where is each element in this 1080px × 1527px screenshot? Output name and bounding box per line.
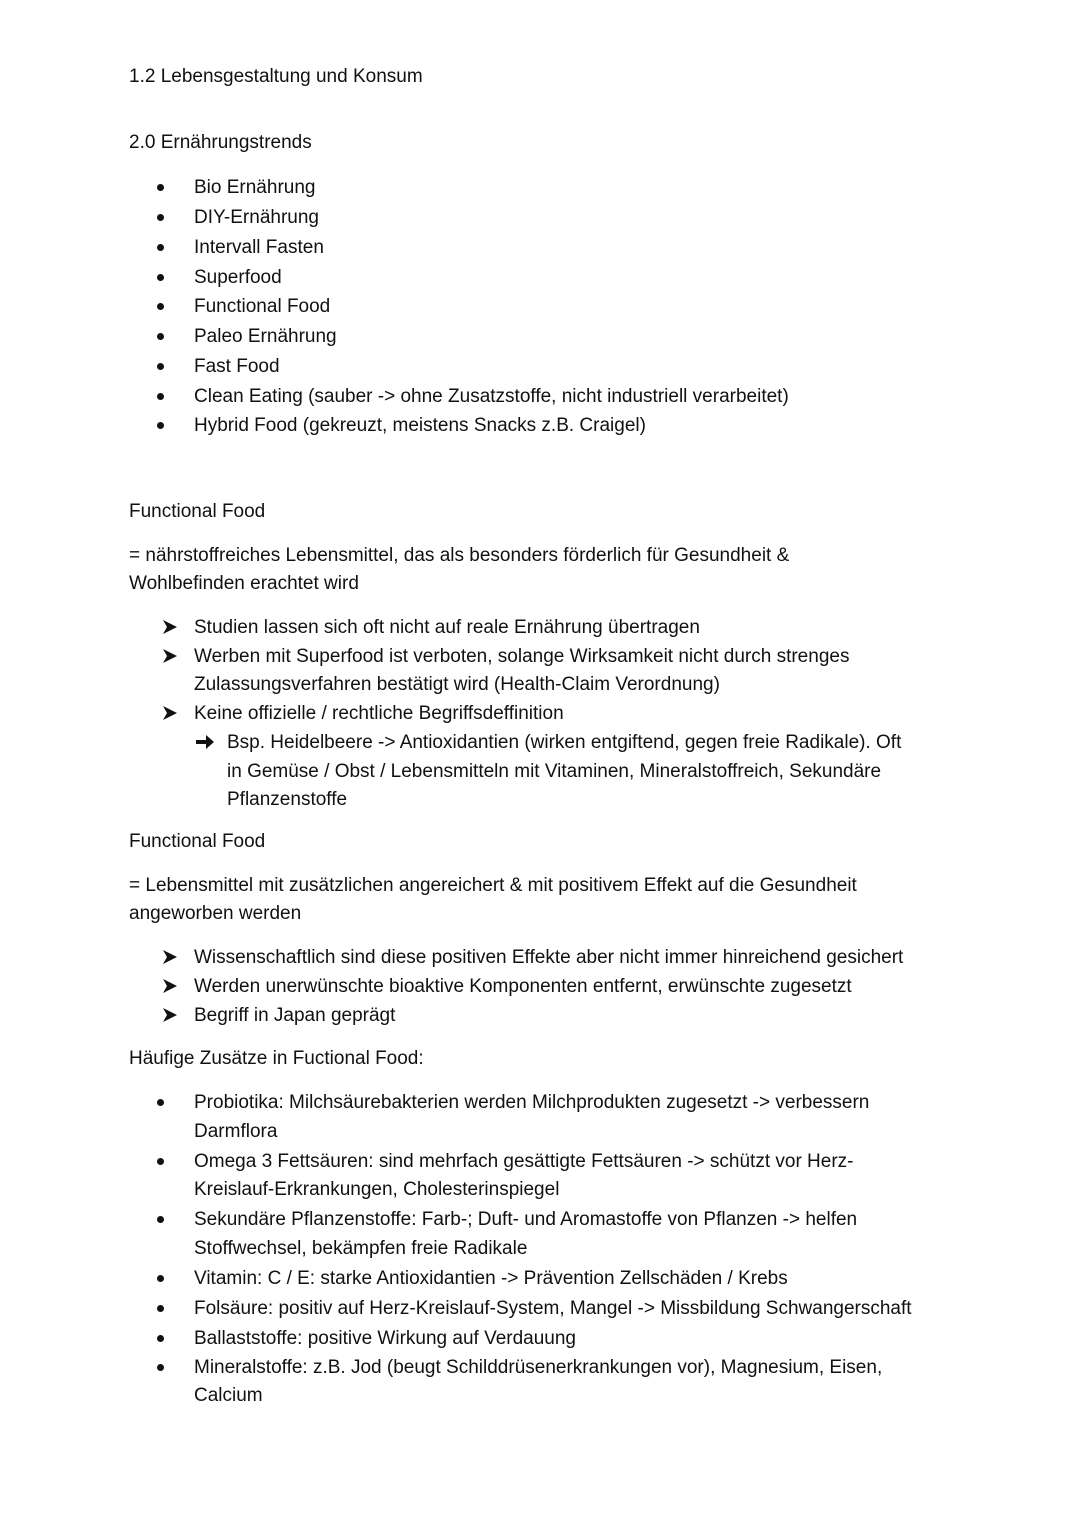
list-item: Functional Food — [194, 296, 331, 317]
list-item: Sekundäre Pflanzenstoffe: Farb-; Duft- und Aromastoffe von Pflanzen -> helfen — [194, 1209, 858, 1230]
bullet-dot-icon — [157, 1158, 164, 1165]
arrow-bullet-icon — [161, 1006, 179, 1024]
list-item: Bio Ernährung — [194, 177, 316, 198]
list-item: Probiotika: Milchsäurebakterien werden Milchprodukten zugesetzt -> verbessern — [194, 1092, 870, 1113]
list-item-continuation: Calcium — [194, 1385, 263, 1406]
list-item: Folsäure: positiv auf Herz-Kreislauf-System, Mangel -> Missbildung Schwangerschaft — [194, 1298, 912, 1319]
list-item-continuation: Kreislauf-Erkrankungen, Cholesterinspiegel — [194, 1179, 560, 1200]
list-item: Vitamin: C / E: starke Antioxidantien -> Prävention Zellschäden / Krebs — [194, 1268, 788, 1289]
arrow-bullet-icon — [161, 704, 179, 722]
bullet-dot-icon — [157, 1216, 164, 1223]
bullet-dot-icon — [157, 1305, 164, 1312]
arrow-bullet-icon — [161, 977, 179, 995]
list-item: Omega 3 Fettsäuren: sind mehrfach gesättigte Fettsäuren -> schützt vor Herz- — [194, 1151, 854, 1172]
arrow-bullet-icon — [161, 647, 179, 665]
right-arrow-icon — [195, 733, 215, 751]
example-line: Pflanzenstoffe — [227, 789, 348, 810]
list-item-continuation: Stoffwechsel, bekämpfen freie Radikale — [194, 1238, 528, 1259]
bullet-dot-icon — [157, 303, 164, 310]
list-item: Intervall Fasten — [194, 237, 324, 258]
list-item: Superfood — [194, 267, 282, 288]
bullet-dot-icon — [157, 393, 164, 400]
bullet-dot-icon — [157, 244, 164, 251]
bullet-dot-icon — [157, 214, 164, 221]
list-item: Mineralstoffe: z.B. Jod (beugt Schilddrüsenerkrankungen vor), Magnesium, Eisen, — [194, 1357, 883, 1378]
list-item: Hybrid Food (gekreuzt, meistens Snacks z.B. Craigel) — [194, 415, 646, 436]
bullet-dot-icon — [157, 1335, 164, 1342]
list-item: Clean Eating (sauber -> ohne Zusatzstoffe, nicht industriell verarbeitet) — [194, 386, 789, 407]
additives-title: Häufige Zusätze in Fuctional Food: — [129, 1048, 424, 1069]
section2-definition-line: = Lebensmittel mit zusätzlichen angereichert & mit positivem Effekt auf die Gesundheit — [129, 875, 857, 896]
list-item: Ballaststoffe: positive Wirkung auf Verdauung — [194, 1328, 576, 1349]
section1-definition-line: Wohlbefinden erachtet wird — [129, 573, 359, 594]
example-line: in Gemüse / Obst / Lebensmitteln mit Vitaminen, Mineralstoffreich, Sekundäre — [227, 761, 882, 782]
section1-title: Functional Food — [129, 501, 266, 522]
list-item: DIY-Ernährung — [194, 207, 319, 228]
section2-definition-line: angeworben werden — [129, 903, 302, 924]
bullet-dot-icon — [157, 422, 164, 429]
bullet-dot-icon — [157, 1275, 164, 1282]
section2-title: Functional Food — [129, 831, 266, 852]
list-item-continuation: Darmflora — [194, 1121, 278, 1142]
page-header: 1.2 Lebensgestaltung und Konsum — [129, 66, 423, 87]
list-item: Werben mit Superfood ist verboten, solange Wirksamkeit nicht durch strenges — [194, 646, 850, 667]
list-item: Begriff in Japan geprägt — [194, 1005, 396, 1026]
section1-definition-line: = nährstoffreiches Lebensmittel, das als besonders förderlich für Gesundheit & — [129, 545, 790, 566]
example-line: Bsp. Heidelbeere -> Antioxidantien (wirken entgiftend, gegen freie Radikale). Oft — [227, 732, 902, 753]
arrow-bullet-icon — [161, 618, 179, 636]
list-item-continuation: Zulassungsverfahren bestätigt wird (Health-Claim Verordnung) — [194, 674, 720, 695]
list-item: Wissenschaftlich sind diese positiven Effekte aber nicht immer hinreichend gesichert — [194, 947, 904, 968]
list-item: Studien lassen sich oft nicht auf reale Ernährung übertragen — [194, 617, 700, 638]
list-item: Keine offizielle / rechtliche Begriffsdeffinition — [194, 703, 564, 724]
list-item: Fast Food — [194, 356, 280, 377]
bullet-dot-icon — [157, 1364, 164, 1371]
trends-title: 2.0 Ernährungstrends — [129, 132, 312, 153]
bullet-dot-icon — [157, 333, 164, 340]
list-item: Paleo Ernährung — [194, 326, 337, 347]
bullet-dot-icon — [157, 363, 164, 370]
bullet-dot-icon — [157, 274, 164, 281]
arrow-bullet-icon — [161, 948, 179, 966]
bullet-dot-icon — [157, 1099, 164, 1106]
list-item: Werden unerwünschte bioaktive Komponenten entfernt, erwünschte zugesetzt — [194, 976, 852, 997]
bullet-dot-icon — [157, 184, 164, 191]
